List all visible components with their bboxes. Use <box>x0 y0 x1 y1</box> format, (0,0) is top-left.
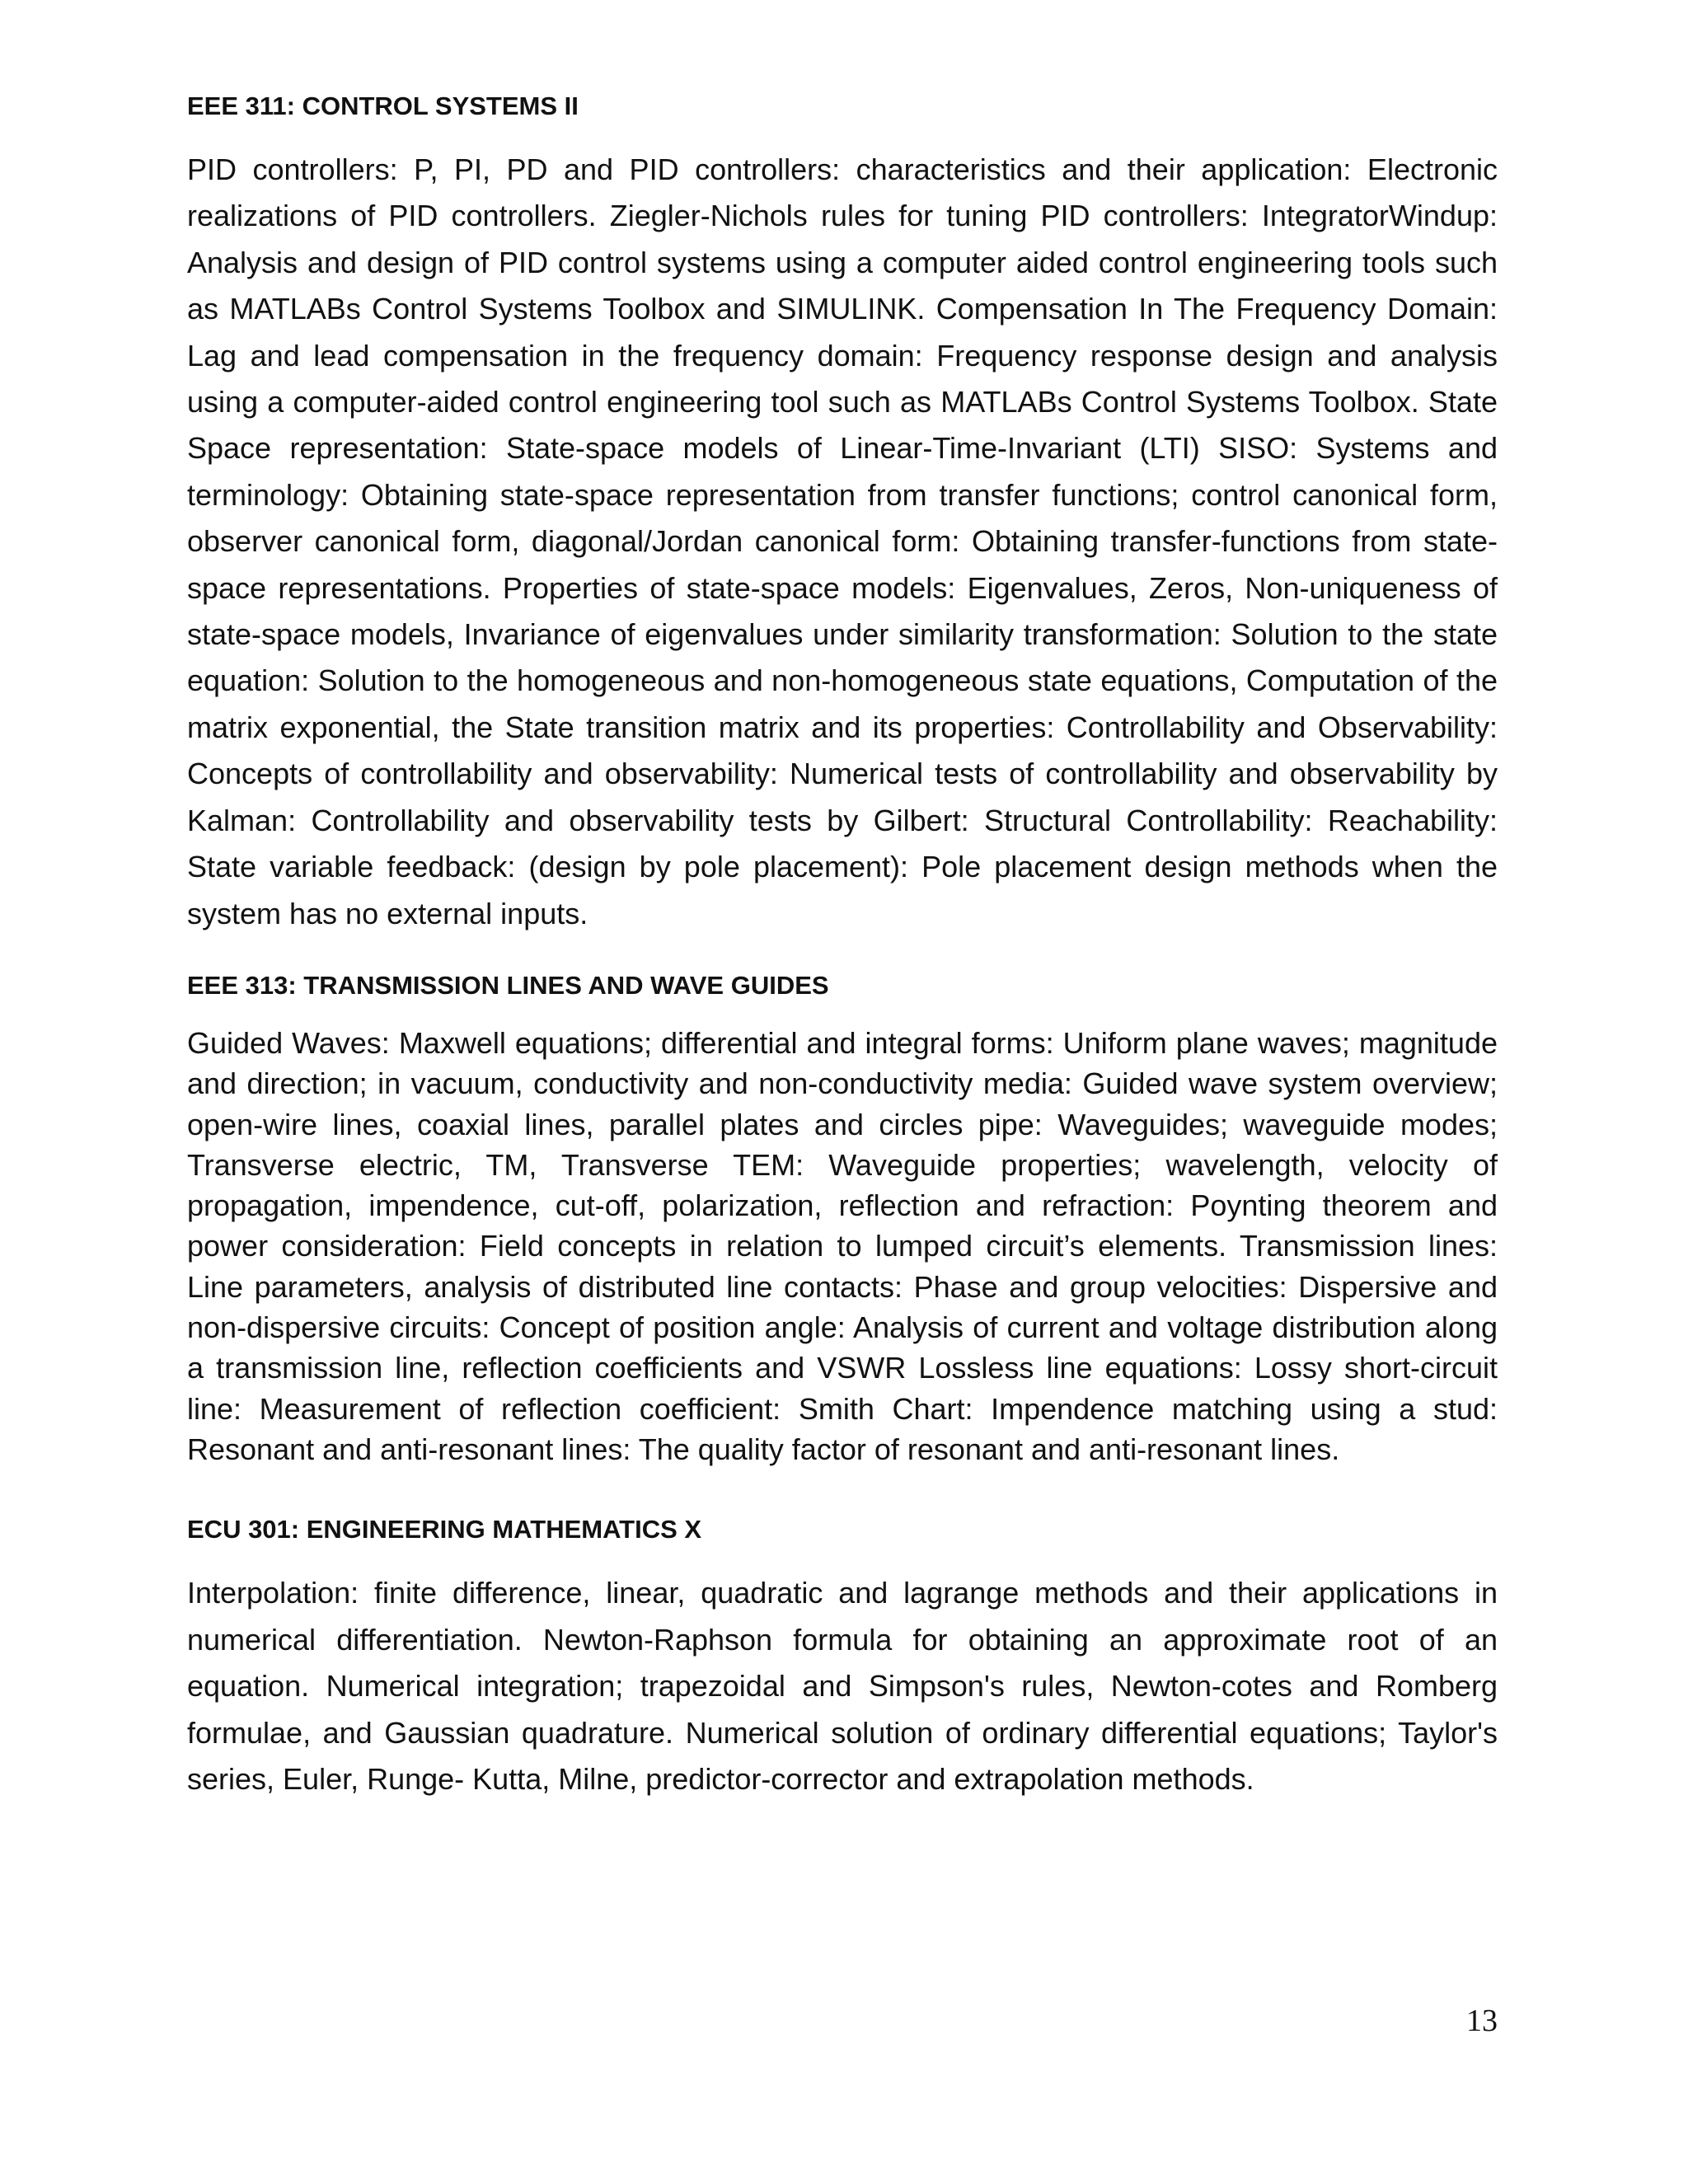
section-heading-ecu301: ECU 301: ENGINEERING MATHEMATICS X <box>187 1515 702 1544</box>
section-body-eee313: Guided Waves: Maxwell equations; differential and integral forms: Uniform plane waves; magnitude and direction; in vacuum, conductivity and non-conductivity media: Guided wave system overview; open-wire lines, coaxial lines, parallel plates and circles pipe: Waveguides; waveguide modes; Transverse electric, TM, Transverse TEM: Waveguide properties; wavelength, velocity of propagation, impendence, cut-off, polarization, reflection and refraction: Poynting theorem and power consideration: Field concepts in relation to lumped circuit’s elements. Transmission lines: Line parameters, analysis of distributed line contacts: Phase and group velocities: Dispersive and non-dispersive circuits: Concept of position angle: Analysis of current and voltage distribution along a transmission line, reflection coefficients and VSWR Lossless line equations: Lossy short-circuit line: Measurement of reflection coefficient: Smith Chart: Impendence matching using a stud: Resonant and anti-resonant lines: The quality factor of resonant and anti-resonant lines. <box>187 1025 1498 1466</box>
section-heading-eee313: EEE 313: TRANSMISSION LINES AND WAVE GUIDES <box>187 970 829 1000</box>
page-content <box>187 91 1498 1803</box>
section-body-eee311: PID controllers: P, PI, PD and PID controllers: characteristics and their application: Electronic realizations of PID controllers. Ziegler-Nichols rules for tuning PID controllers: IntegratorWindup: Analysis and design of PID control systems using a computer aided control engineering tools such as MATLABs Control Systems Toolbox and SIMULINK. Compensation In The Frequency Domain: Lag and lead compensation in the frequency domain: Frequency response design and analysis using a computer-aided control engineering tool such as MATLABs Control Systems Toolbox. State Space representation: State-space models of Linear-Time-Invariant (LTI) SISO: Systems and terminology: Obtaining state-space representation from transfer functions; control canonical form, observer canonical form, diagonal/Jordan canonical form: Obtaining transfer-functions from state-space representations. Properties of state-space models: Eigenvalues, Zeros, Non-uniqueness of state-space models, Invariance of eigenvalues under similarity transformation: Solution to the state equation: Solution to the homogeneous and non-homogeneous state equations, Computation of the matrix exponential, the State transition matrix and its properties: Controllability and Observability: Concepts of controllability and observability: Numerical tests of controllability and observability by Kalman: Controllability and observability tests by Gilbert: Structural Controllability: Reachability: State variable feedback: (design by pole placement): Pole placement design methods when the system has no external inputs. <box>187 152 1498 930</box>
page-number: 13 <box>1466 2004 1498 2038</box>
section-body-ecu301: Interpolation: finite difference, linear, quadratic and lagrange methods and their applications in numerical differentiation. Newton-Raphson formula for obtaining an approximate root of an equation. Numerical integration; trapezoidal and Simpson's rules, Newton-cotes and Romberg formulae, and Gaussian quadrature. Numerical solution of ordinary differential equations; Taylor's series, Euler, Runge- Kutta, Milne, predictor-corrector and extrapolation methods. <box>187 1576 1498 1797</box>
section-heading-eee311: EEE 311: CONTROL SYSTEMS II <box>187 91 579 120</box>
